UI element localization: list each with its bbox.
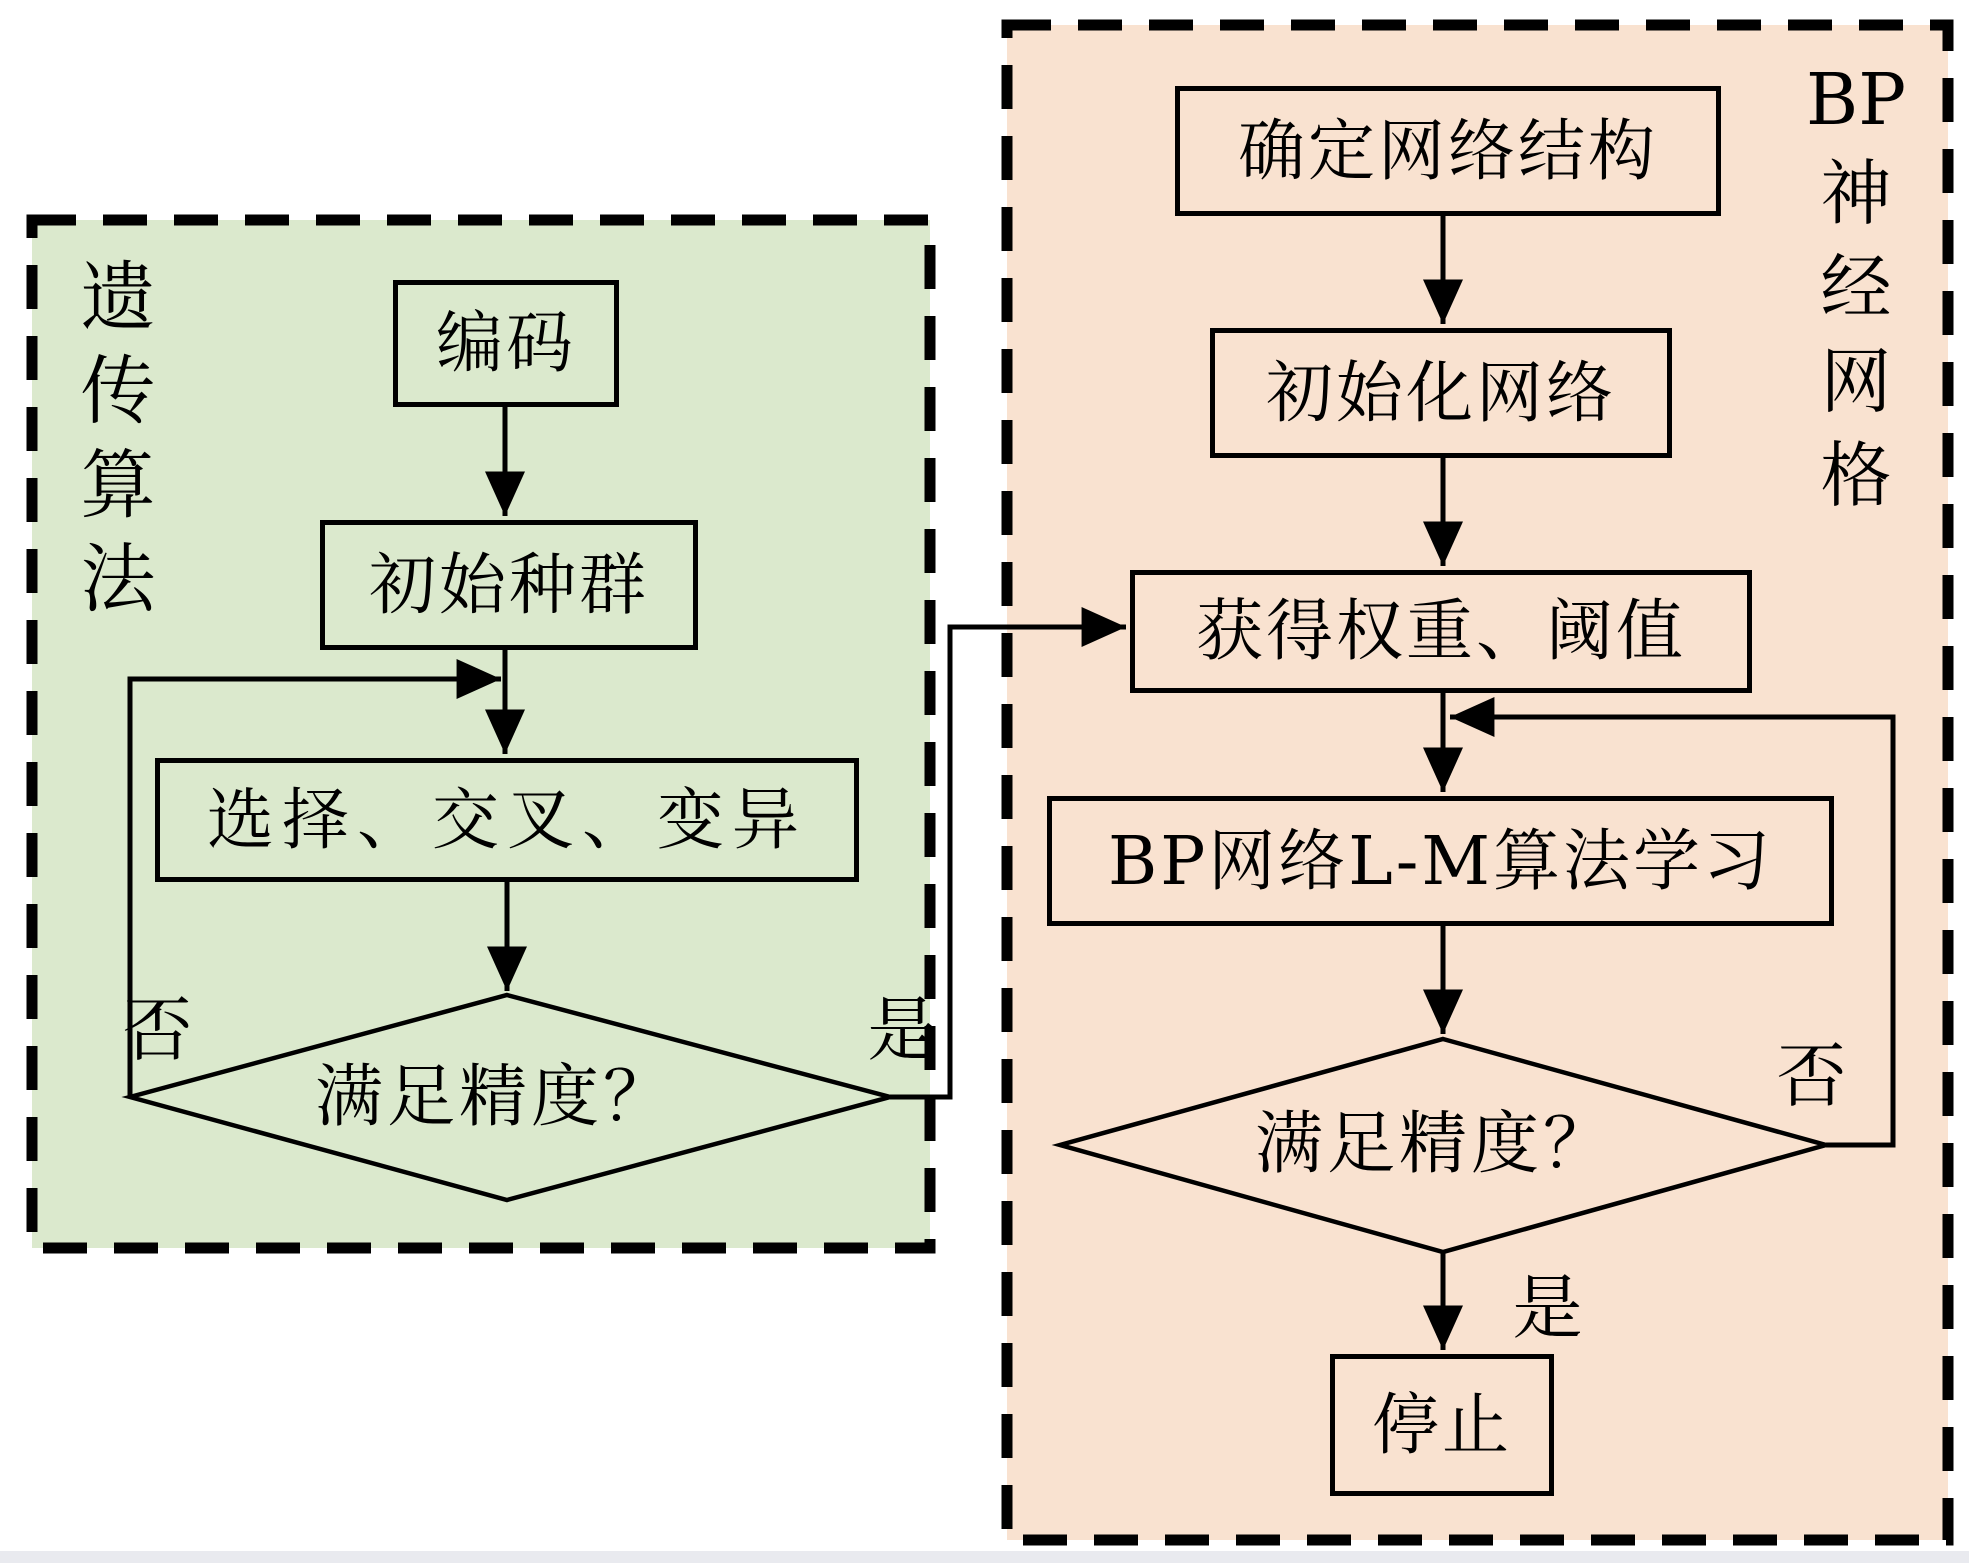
node-get-weights-thresholds: 获得权重、阈值 [1130,570,1752,693]
bp-title-line: BP [1806,57,1906,141]
bp-title-line: 网 [1820,339,1892,423]
bp-title-line: 经 [1820,245,1892,329]
node-stop: 停止 [1330,1354,1554,1496]
genetic-panel-title [66,250,170,626]
bp-title-line: 格 [1820,433,1892,517]
genetic-title-char: 遗 [80,252,156,341]
bp-yes-label: 是 [1512,1267,1583,1349]
node-encode: 编码 [393,280,619,407]
bp-title-line: 神 [1820,151,1892,235]
node-select-crossover-mutation: 选择、交叉、变异 [155,758,859,882]
bp-decision-label: 满足精度？ [1254,1105,1615,1184]
genetic-title-char: 算 [80,440,156,529]
genetic-title-char: 传 [80,346,156,435]
node-initialize-network: 初始化网络 [1210,328,1672,458]
genetic-yes-label: 是 [867,989,938,1071]
node-define-structure: 确定网络结构 [1175,86,1721,216]
genetic-decision-label: 满足精度？ [314,1058,675,1137]
genetic-title-char: 法 [80,534,156,623]
bp-no-label: 否 [1776,1035,1847,1117]
node-lm-learning: BP网络L-M算法学习 [1047,796,1834,926]
bp-panel-title [1804,52,1908,522]
genetic-no-label: 否 [122,989,193,1071]
node-initial-population: 初始种群 [320,520,698,650]
